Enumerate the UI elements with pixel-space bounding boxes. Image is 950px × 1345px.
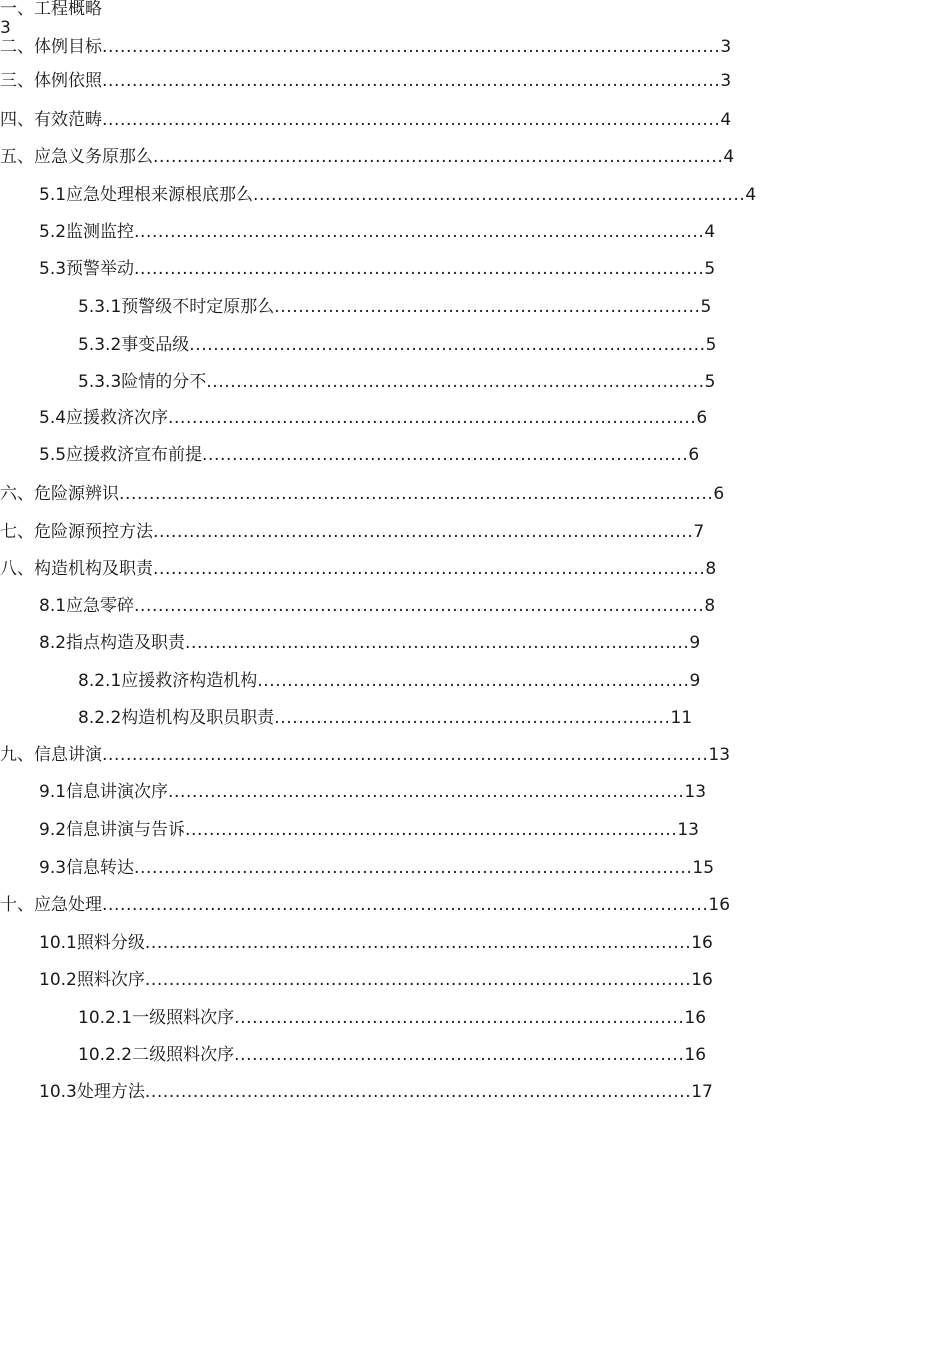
toc-entry-page: 4: [723, 147, 735, 167]
toc-dot-leader: .............................................................................................: [134, 858, 693, 878]
toc-entry-page: 3: [720, 37, 731, 57]
toc-entry-title: 八、构造机构及职责: [0, 559, 153, 579]
toc-dot-leader: ...............................................................................................: [134, 259, 705, 279]
toc-dot-leader: .......................................................................: [274, 297, 701, 317]
toc-entry[interactable]: [78, 334, 716, 356]
toc-entry-page: 6: [713, 484, 725, 504]
toc-entry-page: 16: [684, 1045, 707, 1065]
toc-dot-leader: ........................................................................: [257, 671, 690, 691]
toc-entry[interactable]: [0, 146, 739, 168]
toc-entry-page: 17: [691, 1082, 713, 1102]
toc-entry[interactable]: [0, 70, 731, 92]
toc-dot-leader: ...........................................................................: [234, 1008, 685, 1028]
toc-dot-leader: ............................................................................................: [153, 559, 706, 579]
toc-entry-page: 13: [684, 782, 707, 802]
toc-entry-title: 5.5应援救济宣布前提: [39, 445, 203, 465]
toc-entry-title: 5.3.2事变品级: [78, 335, 190, 355]
toc-entry-page: 9: [689, 671, 701, 691]
toc-dot-leader: ...............................................................................................: [134, 596, 705, 616]
toc-entry-page: 3: [0, 18, 11, 38]
toc-entry-title: 10.1照料分级: [39, 933, 145, 953]
toc-entry[interactable]: [39, 595, 717, 617]
toc-entry[interactable]: [39, 1081, 717, 1103]
toc-dot-leader: ...........................................................................................: [144, 933, 692, 953]
toc-entry[interactable]: [78, 371, 717, 393]
toc-entry-page: 15: [692, 858, 715, 878]
toc-entry-page: 6: [688, 445, 700, 465]
toc-entry[interactable]: [39, 969, 717, 991]
toc-entry[interactable]: [39, 444, 703, 466]
toc-entry-title: 三、体例依照: [0, 71, 102, 91]
toc-dot-leader: ...........................................................................................: [144, 970, 692, 990]
toc-entry-page: 9: [689, 633, 701, 653]
toc-entry[interactable]: [0, 558, 717, 580]
toc-entry-page: 16: [691, 970, 713, 990]
toc-entry-page: 5: [704, 259, 716, 279]
toc-entry-title: 5.3预警举动: [39, 259, 135, 279]
toc-entry[interactable]: [39, 221, 717, 243]
toc-entry-title: 五、应急义务原那么: [0, 147, 153, 167]
toc-entry-page: 5: [700, 297, 712, 317]
toc-entry-title: 10.2.1一级照料次序: [78, 1008, 235, 1028]
toc-entry-page: 16: [708, 895, 731, 915]
toc-dot-leader: .................................................................................: [202, 445, 689, 465]
toc-entry[interactable]: [0, 36, 731, 58]
toc-dot-leader: ..................................................................................: [253, 185, 746, 205]
toc-entry[interactable]: [0, 483, 726, 505]
toc-entry[interactable]: [39, 781, 707, 803]
toc-entry[interactable]: [78, 296, 715, 318]
toc-entry-page: 13: [677, 820, 699, 840]
toc-entry-page: 16: [684, 1008, 707, 1028]
toc-dot-leader: .....................................................................................................: [102, 745, 709, 765]
toc-entry-page: 3: [720, 71, 731, 91]
toc-entry-page: 8: [705, 559, 717, 579]
toc-entry-title: 5.3.3险情的分不: [78, 372, 207, 392]
toc-entry[interactable]: [39, 857, 717, 879]
toc-entry-title: 九、信息讲演: [0, 745, 102, 765]
toc-dot-leader: ...............................................................................................: [153, 147, 724, 167]
toc-entry-page: 4: [745, 185, 757, 205]
toc-dot-leader: ...........................................................................................: [144, 1082, 692, 1102]
toc-dot-leader: .......................................................................................................: [102, 37, 721, 57]
toc-entry[interactable]: [0, 894, 731, 916]
toc-entry-page: 4: [704, 222, 716, 242]
toc-entry-title: 8.2.2构造机构及职员职责: [78, 708, 275, 728]
toc-entry-title: 5.3.1预警级不时定原那么: [78, 297, 275, 317]
toc-dot-leader: .......................................................................................................: [102, 71, 721, 91]
toc-entry[interactable]: [78, 707, 692, 729]
toc-entry[interactable]: [39, 407, 707, 429]
toc-entry-title: 5.2监测监控: [39, 222, 135, 242]
toc-dot-leader: ......................................................................................: [189, 335, 706, 355]
toc-entry[interactable]: [0, 109, 731, 131]
toc-dot-leader: .....................................................................................................: [102, 895, 709, 915]
toc-entry-title: 9.3信息转达: [39, 858, 135, 878]
toc-entry-page: 13: [708, 745, 731, 765]
toc-entry-title: 5.4应援救济次序: [39, 408, 169, 428]
toc-entry-page: 6: [696, 408, 707, 428]
toc-entry-title: 六、危险源辨识: [0, 484, 119, 504]
toc-dot-leader: ...............................................................................................: [134, 222, 705, 242]
toc-entry[interactable]: [0, 521, 705, 543]
toc-entry[interactable]: [39, 632, 702, 654]
toc-entry-page: 5: [705, 335, 716, 355]
toc-dot-leader: ..................................................................: [274, 708, 671, 728]
toc-entry-title: 9.1信息讲演次序: [39, 782, 169, 802]
toc-entry[interactable]: [39, 932, 717, 954]
toc-entry-page: 4: [720, 110, 731, 130]
toc-entry[interactable]: [0, 744, 731, 766]
toc-entry-title: 5.1应急处理根来源根底那么: [39, 185, 254, 205]
toc-entry-title: 8.2指点构造及职责: [39, 633, 186, 653]
toc-entry-title: 七、危险源预控方法: [0, 522, 153, 542]
toc-entry-title: 二、体例目标: [0, 37, 102, 57]
toc-entry-page: 8: [704, 596, 716, 616]
toc-dot-leader: ..................................................................................: [185, 820, 678, 840]
toc-dot-leader: ...................................................................................................: [119, 484, 714, 504]
toc-entry-first[interactable]: [0, 0, 102, 38]
toc-entry[interactable]: [39, 258, 717, 280]
toc-entry[interactable]: [78, 1007, 707, 1029]
toc-entry[interactable]: [78, 1044, 707, 1066]
toc-dot-leader: ...........................................................................: [234, 1045, 685, 1065]
toc-entry-title: 9.2信息讲演与告诉: [39, 820, 186, 840]
toc-dot-leader: .......................................................................................................: [102, 110, 721, 130]
toc-entry-title: 十、应急处理: [0, 895, 102, 915]
toc-entry-title: 10.2照料次序: [39, 970, 145, 990]
toc-entry-title: 四、有效范畴: [0, 110, 102, 130]
toc-dot-leader: ...................................................................................: [206, 372, 705, 392]
toc-entry-title: 8.1应急零碎: [39, 596, 135, 616]
toc-entry-title: 8.2.1应援救济构造机构: [78, 671, 258, 691]
toc-entry-page: 11: [670, 708, 692, 728]
toc-dot-leader: ....................................................................................: [185, 633, 690, 653]
toc-dot-leader: ......................................................................................: [168, 782, 685, 802]
toc-entry-page: 16: [691, 933, 713, 953]
toc-entry[interactable]: [39, 819, 702, 841]
toc-entry-title: 10.3处理方法: [39, 1082, 145, 1102]
toc-entry-page: 7: [693, 522, 705, 542]
toc-entry-page: 5: [704, 372, 716, 392]
toc-entry[interactable]: [78, 670, 702, 692]
toc-dot-leader: ..........................................................................................: [153, 522, 694, 542]
toc-entry[interactable]: [39, 184, 757, 206]
toc-entry-title: 10.2.2二级照料次序: [78, 1045, 235, 1065]
toc-entry-title: 一、工程概略: [0, 0, 102, 19]
toc-dot-leader: ........................................................................................: [168, 408, 697, 428]
